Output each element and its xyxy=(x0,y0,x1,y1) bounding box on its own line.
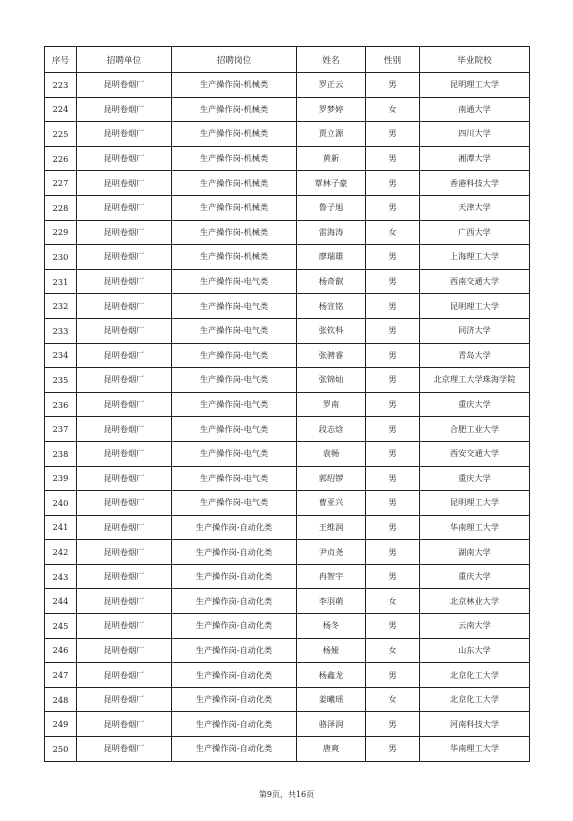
cell-school: 同济大学 xyxy=(420,318,530,343)
cell-employer: 昆明卷烟厂 xyxy=(77,564,172,589)
cell-position: 生产操作岗-自动化类 xyxy=(172,515,297,540)
cell-index: 246 xyxy=(45,638,77,663)
cell-employer: 昆明卷烟厂 xyxy=(77,318,172,343)
cell-position: 生产操作岗-电气类 xyxy=(172,491,297,516)
cell-index: 239 xyxy=(45,466,77,491)
cell-name: 杨奇叡 xyxy=(297,269,366,294)
table-row xyxy=(45,122,530,147)
cell-school: 青岛大学 xyxy=(420,343,530,368)
cell-school: 山东大学 xyxy=(420,638,530,663)
cell-index: 225 xyxy=(45,122,77,147)
cell-school: 西南交通大学 xyxy=(420,269,530,294)
cell-name: 张钦科 xyxy=(297,318,366,343)
table-row xyxy=(45,663,530,688)
cell-name: 骆泽润 xyxy=(297,712,366,737)
cell-name: 唐爽 xyxy=(297,737,366,762)
cell-gender: 女 xyxy=(366,687,420,712)
cell-employer: 昆明卷烟厂 xyxy=(77,540,172,565)
header-gender: 性别 xyxy=(366,47,420,73)
cell-gender: 男 xyxy=(366,564,420,589)
cell-name: 廖瑞雄 xyxy=(297,245,366,270)
cell-name: 李羽萌 xyxy=(297,589,366,614)
header-position: 招聘岗位 xyxy=(172,47,297,73)
cell-employer: 昆明卷烟厂 xyxy=(77,515,172,540)
cell-name: 杨宣铭 xyxy=(297,294,366,319)
cell-school: 昆明理工大学 xyxy=(420,491,530,516)
cell-employer: 昆明卷烟厂 xyxy=(77,171,172,196)
cell-position: 生产操作岗-机械类 xyxy=(172,195,297,220)
cell-gender: 男 xyxy=(366,417,420,442)
cell-employer: 昆明卷烟厂 xyxy=(77,97,172,122)
cell-index: 233 xyxy=(45,318,77,343)
table-row xyxy=(45,269,530,294)
cell-position: 生产操作岗-机械类 xyxy=(172,122,297,147)
cell-position: 生产操作岗-机械类 xyxy=(172,245,297,270)
cell-name: 杨鑫龙 xyxy=(297,663,366,688)
cell-gender: 男 xyxy=(366,737,420,762)
cell-name: 袁畅 xyxy=(297,441,366,466)
cell-name: 杨娅 xyxy=(297,638,366,663)
table-row xyxy=(45,220,530,245)
cell-position: 生产操作岗-电气类 xyxy=(172,441,297,466)
header-name: 姓名 xyxy=(297,47,366,73)
cell-index: 224 xyxy=(45,97,77,122)
cell-position: 生产操作岗-机械类 xyxy=(172,97,297,122)
cell-index: 230 xyxy=(45,245,77,270)
cell-school: 南通大学 xyxy=(420,97,530,122)
cell-employer: 昆明卷烟厂 xyxy=(77,466,172,491)
cell-gender: 男 xyxy=(366,73,420,98)
cell-name: 曹亚兴 xyxy=(297,491,366,516)
cell-position: 生产操作岗-电气类 xyxy=(172,294,297,319)
cell-gender: 男 xyxy=(366,171,420,196)
cell-gender: 男 xyxy=(366,392,420,417)
table-row xyxy=(45,392,530,417)
table-row xyxy=(45,146,530,171)
cell-employer: 昆明卷烟厂 xyxy=(77,712,172,737)
table-row xyxy=(45,417,530,442)
cell-name: 贾立源 xyxy=(297,122,366,147)
cell-index: 238 xyxy=(45,441,77,466)
cell-school: 云南大学 xyxy=(420,614,530,639)
cell-index: 241 xyxy=(45,515,77,540)
cell-index: 227 xyxy=(45,171,77,196)
cell-name: 冉智宇 xyxy=(297,564,366,589)
cell-employer: 昆明卷烟厂 xyxy=(77,368,172,393)
cell-school: 昆明理工大学 xyxy=(420,294,530,319)
table-body xyxy=(45,73,530,762)
cell-employer: 昆明卷烟厂 xyxy=(77,343,172,368)
cell-position: 生产操作岗-自动化类 xyxy=(172,638,297,663)
cell-gender: 男 xyxy=(366,343,420,368)
cell-school: 广西大学 xyxy=(420,220,530,245)
cell-index: 243 xyxy=(45,564,77,589)
table-row xyxy=(45,343,530,368)
cell-index: 228 xyxy=(45,195,77,220)
cell-gender: 女 xyxy=(366,589,420,614)
cell-name: 郭绍锣 xyxy=(297,466,366,491)
cell-index: 250 xyxy=(45,737,77,762)
cell-index: 247 xyxy=(45,663,77,688)
table-row xyxy=(45,368,530,393)
cell-school: 合肥工业大学 xyxy=(420,417,530,442)
header-school: 毕业院校 xyxy=(420,47,530,73)
cell-school: 重庆大学 xyxy=(420,466,530,491)
cell-position: 生产操作岗-电气类 xyxy=(172,392,297,417)
cell-position: 生产操作岗-电气类 xyxy=(172,318,297,343)
cell-gender: 男 xyxy=(366,441,420,466)
table-row xyxy=(45,737,530,762)
cell-gender: 男 xyxy=(366,195,420,220)
cell-position: 生产操作岗-机械类 xyxy=(172,146,297,171)
cell-employer: 昆明卷烟厂 xyxy=(77,417,172,442)
table-row xyxy=(45,712,530,737)
cell-employer: 昆明卷烟厂 xyxy=(77,491,172,516)
cell-position: 生产操作岗-电气类 xyxy=(172,466,297,491)
cell-employer: 昆明卷烟厂 xyxy=(77,220,172,245)
cell-employer: 昆明卷烟厂 xyxy=(77,638,172,663)
cell-index: 226 xyxy=(45,146,77,171)
cell-name: 尹贞尧 xyxy=(297,540,366,565)
cell-name: 雷海涛 xyxy=(297,220,366,245)
cell-index: 235 xyxy=(45,368,77,393)
table-row xyxy=(45,195,530,220)
table-row xyxy=(45,466,530,491)
cell-school: 华南理工大学 xyxy=(420,515,530,540)
table-row xyxy=(45,294,530,319)
cell-school: 北京理工大学珠海学院 xyxy=(420,368,530,393)
cell-gender: 男 xyxy=(366,515,420,540)
cell-index: 240 xyxy=(45,491,77,516)
cell-name: 鲁子旭 xyxy=(297,195,366,220)
cell-position: 生产操作岗-自动化类 xyxy=(172,663,297,688)
cell-gender: 男 xyxy=(366,540,420,565)
table-row xyxy=(45,638,530,663)
cell-gender: 男 xyxy=(366,466,420,491)
cell-school: 湖南大学 xyxy=(420,540,530,565)
cell-position: 生产操作岗-电气类 xyxy=(172,417,297,442)
cell-position: 生产操作岗-电气类 xyxy=(172,343,297,368)
table-row xyxy=(45,73,530,98)
cell-school: 重庆大学 xyxy=(420,392,530,417)
cell-name: 姜曦瑶 xyxy=(297,687,366,712)
cell-position: 生产操作岗-自动化类 xyxy=(172,564,297,589)
cell-gender: 男 xyxy=(366,245,420,270)
cell-school: 北京化工大学 xyxy=(420,663,530,688)
cell-school: 湘潭大学 xyxy=(420,146,530,171)
cell-index: 249 xyxy=(45,712,77,737)
cell-school: 四川大学 xyxy=(420,122,530,147)
cell-school: 上海理工大学 xyxy=(420,245,530,270)
recruitment-table xyxy=(44,46,530,762)
cell-gender: 男 xyxy=(366,269,420,294)
cell-position: 生产操作岗-自动化类 xyxy=(172,540,297,565)
table-row xyxy=(45,318,530,343)
cell-index: 232 xyxy=(45,294,77,319)
cell-school: 重庆大学 xyxy=(420,564,530,589)
cell-position: 生产操作岗-电气类 xyxy=(172,368,297,393)
cell-employer: 昆明卷烟厂 xyxy=(77,122,172,147)
header-index: 序号 xyxy=(45,47,77,73)
cell-name: 杨冬 xyxy=(297,614,366,639)
page-number: 第9页，共16页 xyxy=(258,790,315,799)
cell-position: 生产操作岗-机械类 xyxy=(172,171,297,196)
cell-employer: 昆明卷烟厂 xyxy=(77,245,172,270)
cell-gender: 男 xyxy=(366,491,420,516)
table-row xyxy=(45,97,530,122)
table-row xyxy=(45,589,530,614)
cell-name: 段志焓 xyxy=(297,417,366,442)
table-row xyxy=(45,245,530,270)
table-row xyxy=(45,441,530,466)
cell-position: 生产操作岗-自动化类 xyxy=(172,589,297,614)
cell-index: 234 xyxy=(45,343,77,368)
cell-name: 张骋睿 xyxy=(297,343,366,368)
cell-position: 生产操作岗-自动化类 xyxy=(172,614,297,639)
cell-gender: 女 xyxy=(366,638,420,663)
cell-employer: 昆明卷烟厂 xyxy=(77,73,172,98)
cell-gender: 男 xyxy=(366,318,420,343)
table-row xyxy=(45,614,530,639)
cell-name: 张锦灿 xyxy=(297,368,366,393)
cell-index: 245 xyxy=(45,614,77,639)
table-row xyxy=(45,491,530,516)
header-employer: 招聘单位 xyxy=(77,47,172,73)
table-row xyxy=(45,564,530,589)
cell-gender: 男 xyxy=(366,614,420,639)
cell-school: 河南科技大学 xyxy=(420,712,530,737)
cell-name: 王维润 xyxy=(297,515,366,540)
cell-employer: 昆明卷烟厂 xyxy=(77,737,172,762)
cell-index: 244 xyxy=(45,589,77,614)
cell-gender: 男 xyxy=(366,146,420,171)
table-row xyxy=(45,540,530,565)
cell-name: 黄新 xyxy=(297,146,366,171)
cell-index: 237 xyxy=(45,417,77,442)
cell-gender: 女 xyxy=(366,97,420,122)
cell-index: 229 xyxy=(45,220,77,245)
cell-gender: 男 xyxy=(366,712,420,737)
table-row xyxy=(45,171,530,196)
cell-name: 罗南 xyxy=(297,392,366,417)
cell-employer: 昆明卷烟厂 xyxy=(77,663,172,688)
cell-position: 生产操作岗-自动化类 xyxy=(172,737,297,762)
table-row xyxy=(45,687,530,712)
cell-school: 昆明理工大学 xyxy=(420,73,530,98)
cell-employer: 昆明卷烟厂 xyxy=(77,294,172,319)
cell-name: 覃林子豪 xyxy=(297,171,366,196)
cell-school: 华南理工大学 xyxy=(420,737,530,762)
cell-position: 生产操作岗-电气类 xyxy=(172,269,297,294)
cell-index: 242 xyxy=(45,540,77,565)
cell-employer: 昆明卷烟厂 xyxy=(77,441,172,466)
cell-employer: 昆明卷烟厂 xyxy=(77,392,172,417)
cell-employer: 昆明卷烟厂 xyxy=(77,195,172,220)
cell-employer: 昆明卷烟厂 xyxy=(77,687,172,712)
table-header-row xyxy=(45,47,530,73)
cell-gender: 男 xyxy=(366,294,420,319)
cell-school: 北京林业大学 xyxy=(420,589,530,614)
cell-index: 223 xyxy=(45,73,77,98)
cell-position: 生产操作岗-自动化类 xyxy=(172,712,297,737)
cell-index: 236 xyxy=(45,392,77,417)
cell-position: 生产操作岗-机械类 xyxy=(172,220,297,245)
cell-school: 香港科技大学 xyxy=(420,171,530,196)
cell-gender: 男 xyxy=(366,663,420,688)
cell-employer: 昆明卷烟厂 xyxy=(77,589,172,614)
cell-position: 生产操作岗-机械类 xyxy=(172,73,297,98)
cell-gender: 男 xyxy=(366,368,420,393)
cell-index: 231 xyxy=(45,269,77,294)
cell-name: 罗正云 xyxy=(297,73,366,98)
cell-gender: 女 xyxy=(366,220,420,245)
cell-employer: 昆明卷烟厂 xyxy=(77,269,172,294)
cell-gender: 男 xyxy=(366,122,420,147)
cell-index: 248 xyxy=(45,687,77,712)
cell-school: 西安交通大学 xyxy=(420,441,530,466)
cell-name: 罗梦婷 xyxy=(297,97,366,122)
cell-employer: 昆明卷烟厂 xyxy=(77,614,172,639)
cell-school: 北京化工大学 xyxy=(420,687,530,712)
cell-position: 生产操作岗-自动化类 xyxy=(172,687,297,712)
cell-employer: 昆明卷烟厂 xyxy=(77,146,172,171)
cell-school: 天津大学 xyxy=(420,195,530,220)
table-row xyxy=(45,515,530,540)
